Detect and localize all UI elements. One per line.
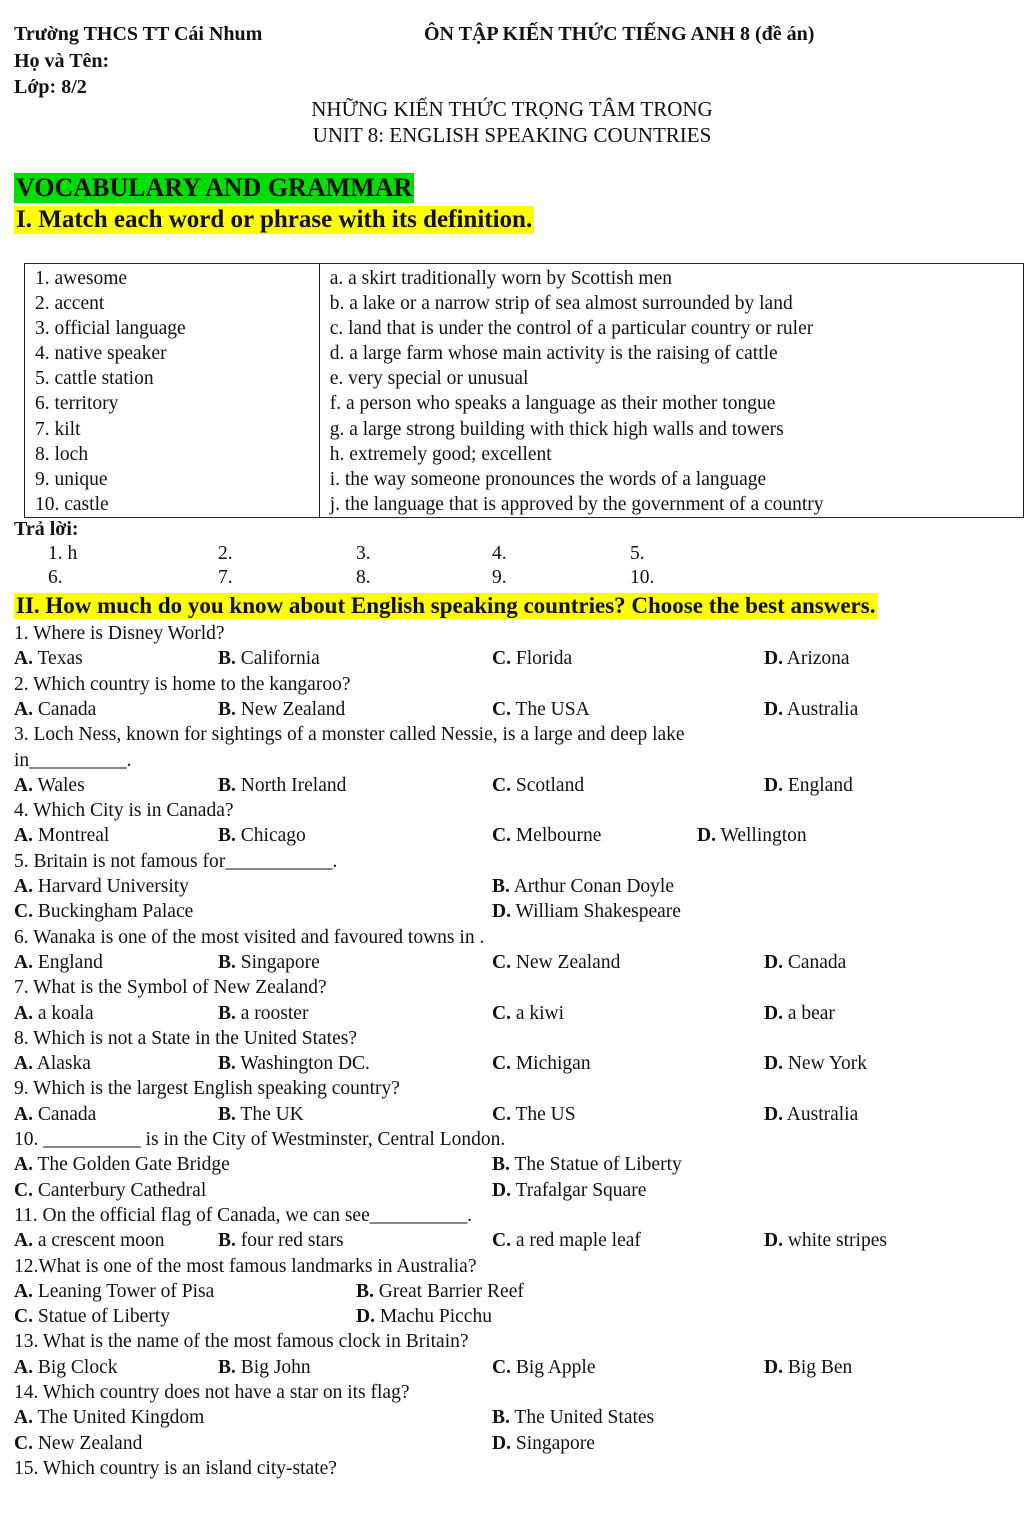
vocab-word: 6. territory (35, 393, 119, 415)
option-letter: D. (764, 951, 783, 973)
vocab-definition: j. the language that is approved by the government of a country (329, 493, 824, 515)
answer-slot: 6. (48, 567, 63, 588)
answer-option[interactable] (764, 775, 853, 797)
answer-option[interactable] (218, 1003, 308, 1025)
option-text: four red stars (235, 1230, 344, 1252)
answer-option[interactable] (764, 1230, 887, 1252)
question-text: 1. Where is Disney World? (14, 623, 225, 644)
option-letter: C. (492, 774, 511, 796)
option-letter: B. (218, 648, 236, 670)
option-letter: C. (492, 951, 511, 973)
vocab-definition: a. a skirt traditionally worn by Scottish men (329, 268, 672, 289)
vocab-definition: e. very special or unusual (329, 368, 529, 390)
answer-option[interactable] (356, 1281, 524, 1303)
option-text: Big Clock (32, 1356, 118, 1378)
answer-option[interactable] (14, 1154, 230, 1176)
answer-option[interactable] (492, 699, 590, 721)
answer-option[interactable] (764, 1357, 852, 1379)
option-text: a kiwi (510, 1002, 565, 1024)
option-text: a red maple leaf (510, 1230, 641, 1252)
option-letter: C. (492, 825, 511, 847)
vocab-word: 2. accent (35, 293, 105, 315)
option-letter: B. (492, 1407, 510, 1429)
option-letter: A. (14, 648, 33, 670)
answer-slot: 1. h (48, 543, 78, 564)
vocab-word: 8. loch (35, 443, 89, 465)
answer-option[interactable] (14, 775, 85, 797)
option-text: North Ireland (235, 774, 347, 796)
option-letter: A. (14, 698, 33, 720)
vocab-definition: f. a person who speaks a language as their mother tongue (329, 393, 776, 415)
option-text: Montreal (32, 825, 110, 847)
option-text: California (235, 648, 320, 670)
option-text: Florida (510, 648, 573, 670)
option-letter: D. (492, 1179, 511, 1201)
answer-option[interactable] (492, 901, 681, 923)
option-text: Michigan (510, 1053, 591, 1075)
option-letter: D. (764, 648, 783, 670)
option-text: The Statue of Liberty (509, 1154, 682, 1176)
option-letter: B. (218, 1230, 236, 1252)
option-letter: A. (14, 1103, 33, 1125)
answer-slot: 5. (630, 543, 645, 564)
option-letter: C. (14, 1179, 33, 1201)
option-letter: D. (764, 1103, 783, 1125)
answer-option[interactable] (764, 1104, 858, 1126)
question-text: 4. Which City is in Canada? (14, 800, 234, 822)
option-letter: B. (218, 951, 236, 973)
part1-title: I. Match each word or phrase with its definition. (16, 206, 533, 233)
answer-option[interactable] (14, 699, 96, 721)
option-text: Canterbury Cathedral (32, 1179, 207, 1201)
question-text: 14. Which country does not have a star on its flag? (14, 1382, 410, 1403)
answer-option[interactable] (492, 1357, 595, 1379)
option-letter: B. (218, 825, 236, 847)
option-letter: B. (218, 1356, 236, 1378)
heading-line1: NHỮNG KIẾN THỨC TRỌNG TÂM TRONG (311, 97, 713, 121)
matching-table (24, 263, 1024, 518)
option-letter: A. (14, 1356, 33, 1378)
vocab-word: 5. cattle station (35, 368, 154, 390)
vocab-definition: c. land that is under the control of a particular country or ruler (329, 318, 814, 340)
option-text: Melbourne (510, 825, 602, 847)
option-text: The USA (510, 698, 590, 720)
question-text: 9. Which is the largest English speaking country? (14, 1078, 400, 1100)
option-letter: C. (492, 1356, 511, 1378)
question-text: 3. Loch Ness, known for sightings of a monster called Nessie, is a large and deep lake (14, 724, 685, 746)
answer-option[interactable] (356, 1306, 492, 1328)
option-text: Canada (782, 951, 847, 973)
question-text: 10. __________ is in the City of Westminster, Central London. (14, 1129, 506, 1150)
answer-option[interactable] (492, 952, 620, 974)
vocab-word: 9. unique (35, 468, 108, 490)
part2-title: II. How much do you know about English speaking countries? Choose the best answers. (16, 593, 876, 618)
option-text: Great Barrier Reef (373, 1280, 524, 1302)
answer-option[interactable] (492, 1230, 641, 1252)
answer-option[interactable] (218, 1053, 370, 1075)
answer-option[interactable] (218, 1357, 311, 1379)
option-text: Wellington (715, 825, 807, 847)
option-text: Scotland (510, 774, 585, 796)
option-letter: D. (764, 1230, 783, 1252)
option-letter: D. (492, 1432, 511, 1454)
vocab-definition: g. a large strong building with thick high walls and towers (329, 418, 784, 440)
heading-line2: UNIT 8: ENGLISH SPEAKING COUNTRIES (312, 123, 712, 147)
option-letter: C. (492, 1053, 511, 1075)
answer-option[interactable] (14, 825, 109, 847)
option-text: Texas (32, 648, 83, 670)
option-letter: A. (14, 1053, 33, 1075)
option-text: Big Apple (510, 1356, 596, 1378)
option-letter: A. (14, 951, 33, 973)
answer-option[interactable] (14, 1104, 96, 1126)
answer-slot: 10. (630, 567, 655, 588)
vocab-word: 7. kilt (35, 418, 81, 440)
answer-option[interactable] (492, 1053, 591, 1075)
option-text: Arizona (782, 648, 850, 670)
option-text: The UK (235, 1103, 304, 1125)
option-letter: A. (14, 1154, 33, 1176)
answer-option[interactable] (14, 952, 103, 974)
option-text: white stripes (782, 1230, 887, 1252)
option-text: Big Ben (782, 1356, 853, 1378)
option-text: New York (782, 1053, 867, 1075)
option-letter: A. (14, 1230, 33, 1252)
answer-option[interactable] (14, 648, 83, 670)
vocab-definition: i. the way someone pronounces the words of a language (329, 468, 767, 490)
answer-option[interactable] (492, 1407, 654, 1429)
school-name: Trường THCS TT Cái Nhum (14, 23, 263, 45)
option-text: Australia (782, 1103, 859, 1125)
question-text: 7. What is the Symbol of New Zealand? (14, 977, 327, 999)
option-text: Alaska (32, 1053, 91, 1075)
option-text: a bear (782, 1002, 835, 1024)
answer-option[interactable] (697, 825, 807, 847)
vocab-definition: d. a large farm whose main activity is the raising of cattle (329, 343, 778, 365)
option-text: Wales (32, 774, 85, 796)
option-letter: B. (218, 1002, 236, 1024)
option-letter: C. (492, 698, 511, 720)
option-letter: C. (14, 901, 33, 923)
option-letter: D. (356, 1306, 375, 1328)
answer-option[interactable] (14, 1407, 204, 1429)
option-text: Canada (32, 1103, 97, 1125)
option-letter: B. (218, 1103, 236, 1125)
word-column (25, 264, 320, 518)
answer-option[interactable] (764, 952, 846, 974)
option-text: Leaning Tower of Pisa (32, 1280, 215, 1302)
answer-option[interactable] (14, 1180, 206, 1202)
option-text: Canada (32, 698, 97, 720)
option-letter: C. (14, 1306, 33, 1328)
option-text: a koala (32, 1002, 94, 1024)
option-letter: C. (14, 1432, 33, 1454)
option-letter: A. (14, 876, 33, 897)
answer-option[interactable] (492, 775, 584, 797)
answer-label: Trả lời: (14, 518, 79, 540)
question-text: 12.What is one of the most famous landmarks in Australia? (14, 1255, 477, 1277)
vocab-word: 3. official language (35, 318, 186, 340)
option-letter: D. (764, 698, 783, 720)
answer-option[interactable] (218, 1230, 344, 1252)
answer-option[interactable] (14, 901, 193, 923)
name-label: Họ và Tên: (14, 50, 110, 72)
question-text: in__________. (14, 749, 132, 771)
option-text: New Zealand (32, 1432, 143, 1454)
vocab-word: 10. castle (35, 493, 109, 515)
answer-option[interactable] (764, 1003, 835, 1025)
answer-slot: 2. (218, 543, 233, 564)
question-text: 13. What is the name of the most famous clock in Britain? (14, 1331, 469, 1353)
answer-option[interactable] (492, 1154, 682, 1176)
option-text: Singapore (510, 1432, 595, 1454)
answer-option[interactable] (492, 825, 601, 847)
option-letter: B. (218, 1053, 236, 1075)
answer-slot: 7. (218, 567, 233, 588)
option-text: a rooster (235, 1002, 309, 1024)
answer-slot: 4. (492, 543, 507, 564)
question-text: 15. Which country is an island city-state? (14, 1457, 337, 1479)
option-text: Chicago (235, 825, 306, 847)
option-text: Buckingham Palace (32, 901, 194, 923)
answer-option[interactable] (492, 1433, 595, 1455)
option-letter: D. (697, 825, 716, 847)
option-letter: B. (492, 1154, 510, 1176)
option-letter: B. (492, 876, 510, 897)
answer-option[interactable] (492, 1104, 576, 1126)
option-text: England (782, 774, 853, 796)
vocab-word: 4. native speaker (35, 343, 167, 365)
vocab-definition: h. extremely good; excellent (329, 443, 552, 465)
option-text: a crescent moon (32, 1230, 165, 1252)
answer-option[interactable] (14, 1230, 165, 1252)
vocab-grammar-title: VOCABULARY AND GRAMMAR (16, 173, 413, 202)
option-letter: D. (764, 1053, 783, 1075)
answer-option[interactable] (218, 648, 320, 670)
question-text: 2. Which country is home to the kangaroo? (14, 673, 351, 695)
answer-option[interactable] (14, 1306, 170, 1328)
option-letter: A. (14, 1280, 33, 1302)
answer-option[interactable] (764, 648, 850, 670)
option-letter: B. (218, 774, 236, 796)
option-letter: C. (492, 1230, 511, 1252)
option-text: The Golden Gate Bridge (32, 1154, 230, 1176)
answer-option[interactable] (492, 1180, 646, 1202)
option-letter: B. (356, 1280, 374, 1302)
option-letter: A. (14, 774, 33, 796)
option-text: The United Kingdom (32, 1407, 205, 1429)
option-text: Machu Picchu (374, 1306, 492, 1328)
option-text: Singapore (235, 951, 320, 973)
option-text: Trafalgar Square (510, 1179, 647, 1201)
answer-slot: 3. (356, 543, 371, 564)
option-letter: D. (764, 774, 783, 796)
answer-option[interactable] (14, 1281, 214, 1303)
option-letter: D. (764, 1002, 783, 1024)
answer-option[interactable] (218, 825, 306, 847)
question-text: 8. Which is not a State in the United States? (14, 1027, 357, 1049)
answer-option[interactable] (764, 1053, 867, 1075)
option-text: England (32, 951, 103, 973)
option-text: New Zealand (235, 698, 346, 720)
answer-option[interactable] (764, 699, 858, 721)
answer-option[interactable] (492, 876, 674, 898)
option-letter: A. (14, 825, 33, 847)
vocab-word: 1. awesome (35, 268, 128, 289)
option-text: William Shakespeare (510, 901, 681, 923)
question-text: 5. Britain is not famous for___________. (14, 850, 338, 872)
answer-option[interactable] (14, 1357, 117, 1379)
answer-option[interactable] (218, 699, 345, 721)
answer-slot: 9. (492, 567, 507, 588)
option-text: Statue of Liberty (32, 1306, 170, 1328)
option-text: Harvard University (32, 876, 189, 897)
answer-option[interactable] (492, 1003, 564, 1025)
question-text: 6. Wanaka is one of the most visited and favoured towns in . (14, 926, 485, 948)
class-label: Lớp: 8/2 (14, 76, 87, 98)
option-text: Australia (782, 698, 859, 720)
answer-option[interactable] (14, 1053, 91, 1075)
option-text: New Zealand (510, 951, 621, 973)
answer-option[interactable] (218, 1104, 304, 1126)
option-letter: C. (492, 1002, 511, 1024)
definition-column (319, 264, 1023, 518)
option-letter: A. (14, 1407, 33, 1429)
option-text: The US (510, 1103, 576, 1125)
answer-option[interactable] (492, 648, 572, 670)
option-letter: D. (764, 1356, 783, 1378)
vocab-definition: b. a lake or a narrow strip of sea almost surrounded by land (329, 293, 793, 315)
option-text: Arthur Conan Doyle (509, 876, 674, 897)
worksheet-title: ÔN TẬP KIẾN THỨC TIẾNG ANH 8 (đề án) (424, 23, 815, 45)
option-letter: C. (492, 1103, 511, 1125)
answer-option[interactable] (14, 1003, 94, 1025)
answer-option[interactable] (14, 1433, 142, 1455)
option-text: The United States (509, 1407, 655, 1429)
answer-option[interactable] (14, 876, 189, 898)
option-letter: B. (218, 698, 236, 720)
question-text: 11. On the official flag of Canada, we can see__________. (14, 1204, 473, 1226)
option-letter: D. (492, 901, 511, 923)
option-text: Washington DC. (235, 1053, 370, 1075)
answer-option[interactable] (218, 952, 320, 974)
option-text: Big John (235, 1356, 311, 1378)
option-letter: C. (492, 648, 511, 670)
answer-slot: 8. (356, 567, 371, 588)
answer-option[interactable] (218, 775, 346, 797)
option-letter: A. (14, 1002, 33, 1024)
